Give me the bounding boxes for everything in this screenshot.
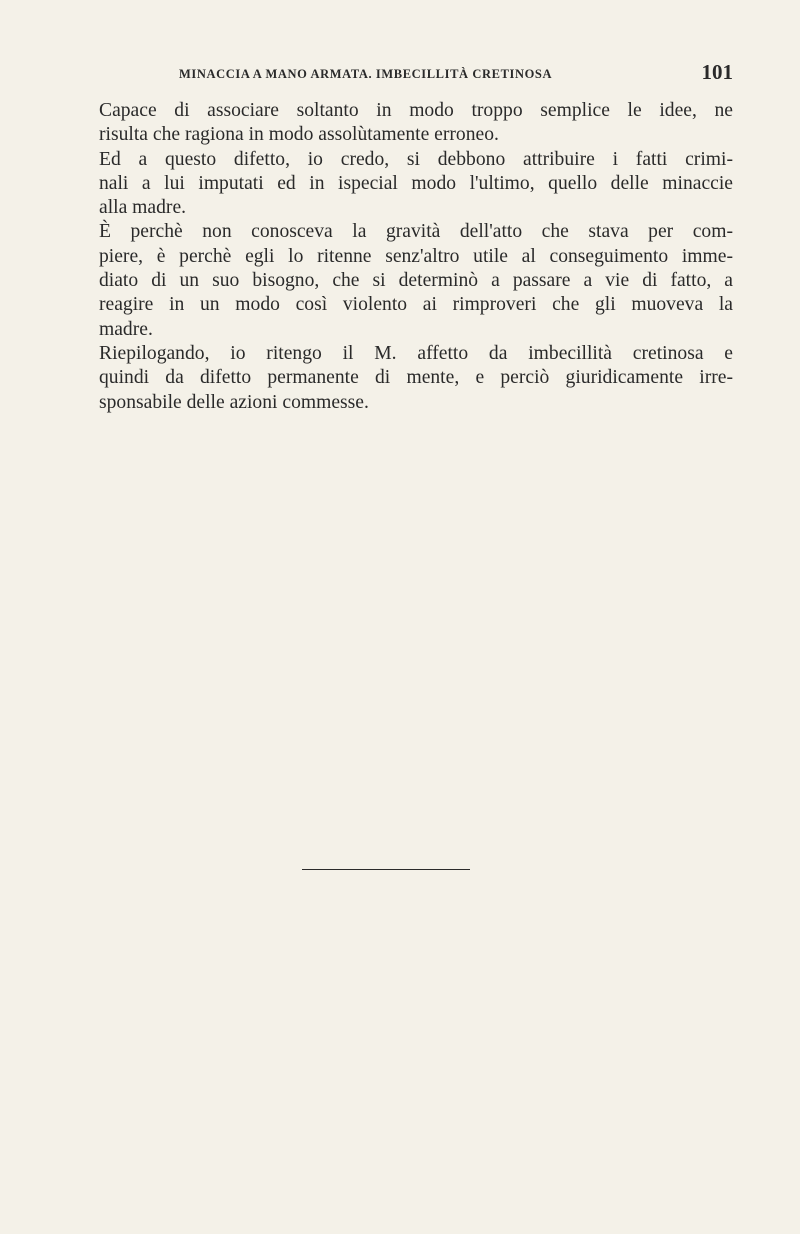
- text-line: risulta che ragiona in modo assolùtamente erroneo.: [99, 124, 499, 146]
- text-line: nali a lui imputati ed in ispecial modo l'ultimo, quello delle minaccie: [99, 172, 733, 194]
- text-line: diato di un suo bisogno, che si determinò a passare a vie di fatto, a: [99, 270, 733, 292]
- text-line: piere, è perchè egli lo ritenne senz'altro utile al conseguimento imme-: [99, 245, 733, 267]
- text-line: reagire in un modo così violento ai rimproveri che gli muoveva la: [99, 294, 733, 316]
- text-line: È perchè non conosceva la gravità dell'atto che stava per com-: [99, 221, 733, 243]
- text-line: quindi da difetto permanente di mente, e perciò giuridicamente irre-: [99, 367, 733, 389]
- text-line: Ed a questo difetto, io credo, si debbono attribuire i fatti crimi-: [99, 148, 733, 170]
- text-line: Riepilogando, io ritengo il M. affetto da imbecillità cretinosa e: [99, 342, 733, 364]
- text-line: Capace di associare soltanto in modo troppo semplice le idee, ne: [99, 100, 733, 121]
- text-line: alla madre.: [99, 197, 187, 219]
- body-text: [99, 99, 733, 415]
- page-header: [99, 60, 733, 86]
- running-head: MINACCIA A MANO ARMATA. IMBECILLITÀ CRETINOSA: [179, 67, 553, 81]
- text-line: sponsabile delle azioni commesse.: [99, 391, 369, 413]
- text-line: madre.: [99, 318, 153, 340]
- section-divider: [302, 869, 470, 870]
- page-number: 101: [701, 60, 733, 84]
